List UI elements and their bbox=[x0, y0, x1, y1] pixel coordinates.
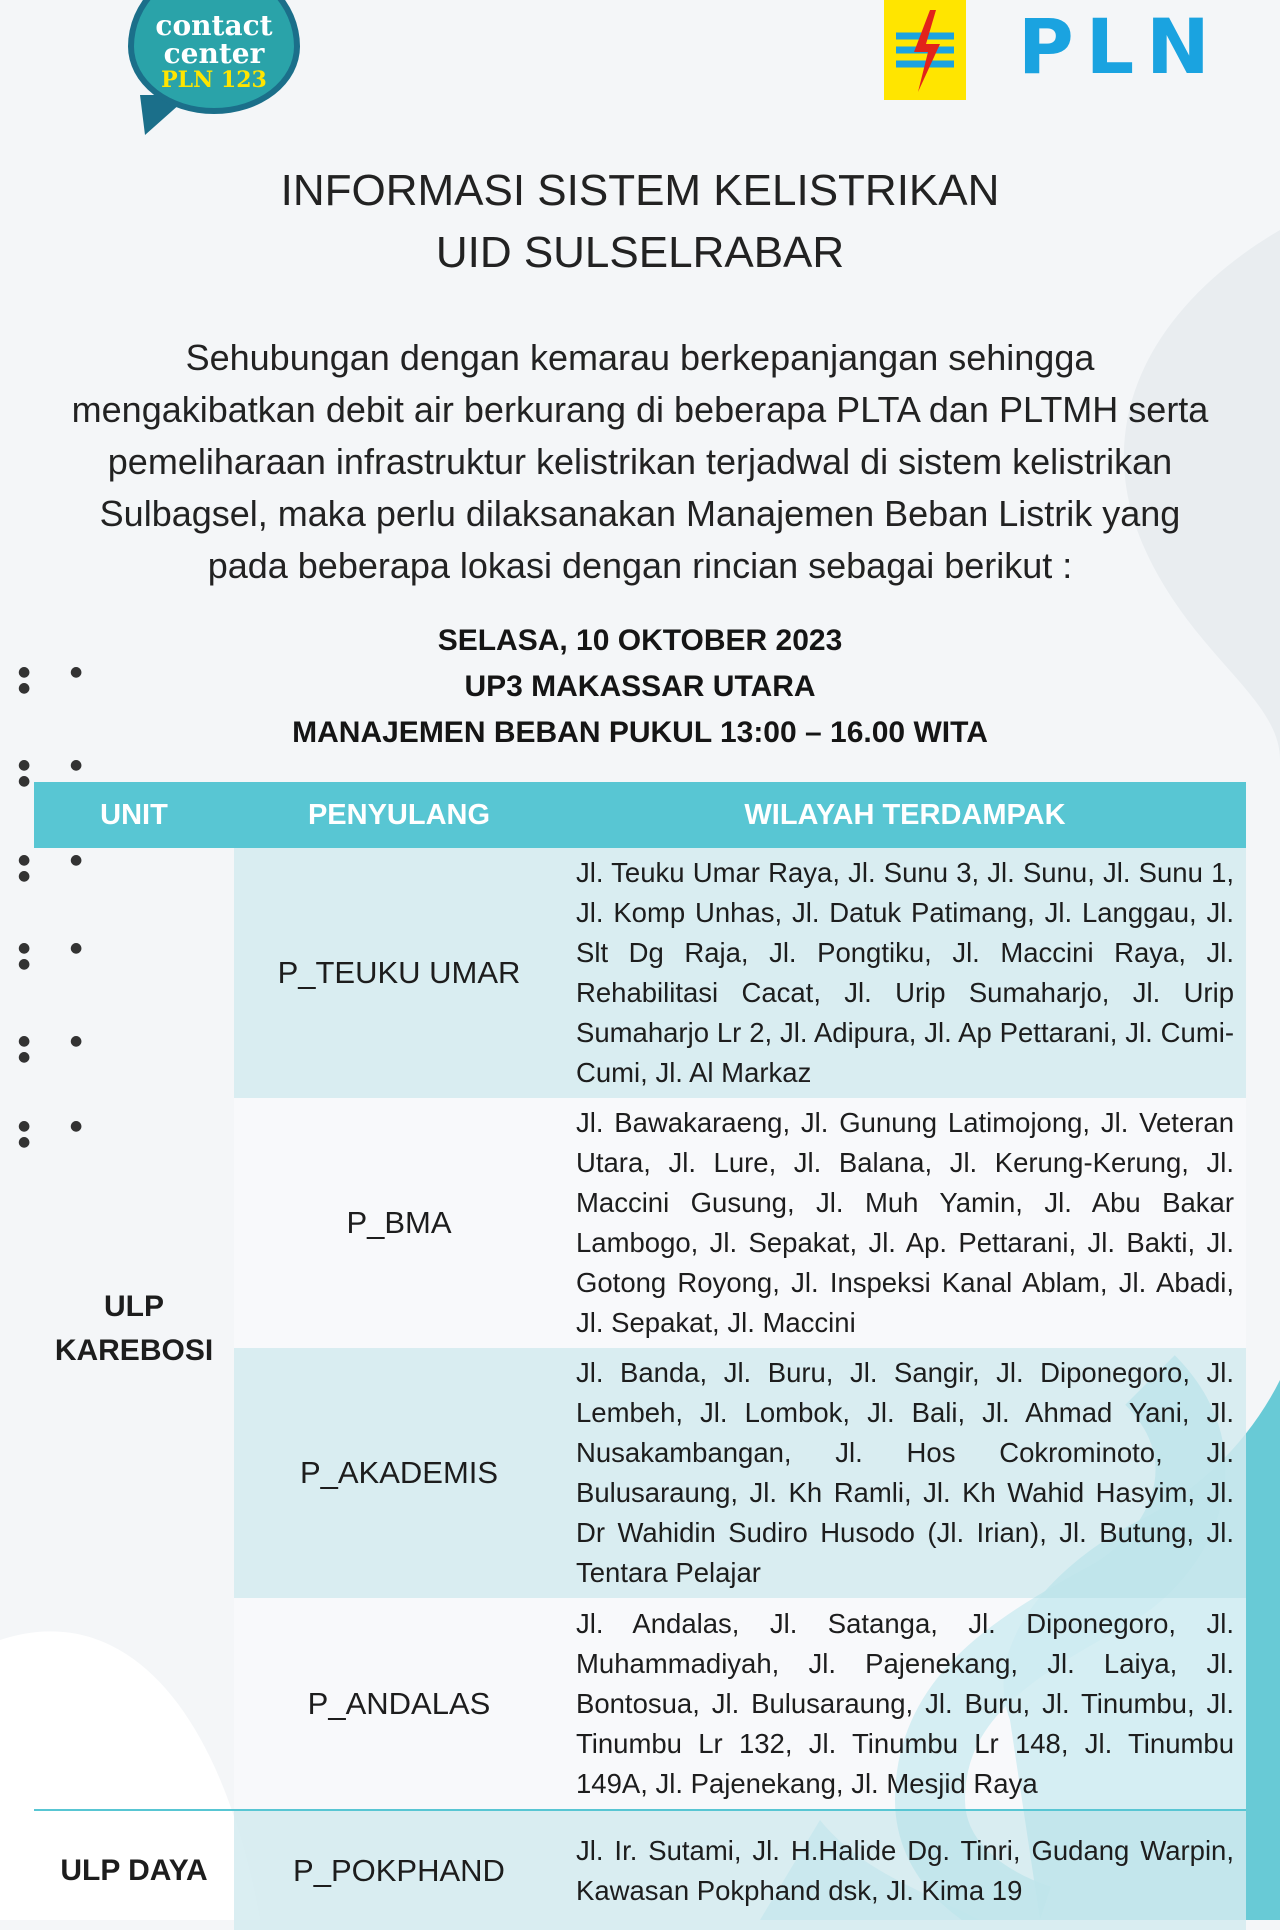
schedule-unit: UP3 MAKASSAR UTARA bbox=[464, 670, 816, 703]
contact-center-text: contact center bbox=[155, 9, 273, 70]
schedule-time: MANAJEMEN BEBAN PUKUL 13:00 – 16.00 WITA bbox=[292, 716, 988, 749]
table-header-row bbox=[34, 782, 1246, 848]
area-cell: Jl. Andalas, Jl. Satanga, Jl. Diponegoro, Jl. Muhammadiyah, Jl. Pajenekang, Jl. Laiya, Jl. Bontosua, Jl. Bulusaraung, Jl. Buru, Jl. Tinumbu, Jl. Tinumbu Lr 132, Jl. Tinumbu Lr 148, Jl. Tinumbu 149A, Jl. Pajenekang, Jl. Mesjid Raya bbox=[564, 1598, 1246, 1810]
decorative-dots: ● ●● bbox=[18, 664, 83, 696]
table-row bbox=[34, 1810, 1246, 1930]
contact-center-number: PLN 123 bbox=[161, 67, 267, 93]
table-row bbox=[34, 848, 1246, 1098]
decorative-dots: ● ●● bbox=[18, 757, 83, 789]
header-affected-area: WILAYAH TERDAMPAK bbox=[564, 782, 1246, 848]
feeder-cell: P_POKPHAND bbox=[234, 1810, 564, 1930]
title-line-2: UID SULSELRABAR bbox=[435, 228, 845, 277]
schedule-date: SELASA, 10 OKTOBER 2023 bbox=[437, 624, 843, 657]
feeder-cell: P_TEUKU UMAR bbox=[234, 848, 564, 1098]
decorative-dots: ● ●● bbox=[18, 852, 83, 884]
feeder-cell: P_AKADEMIS bbox=[234, 1348, 564, 1598]
page-title bbox=[0, 160, 1280, 284]
intro-paragraph: Sehubungan dengan kemarau berkepanjangan sehingga mengakibatkan debit air berkurang di beberapa PLTA dan PLTMH serta pemeliharaan infrastruktur kelistrikan terjadwal di sistem kelistrikan Sulbagsel, maka perlu dilaksanakan Manajemen Beban Listrik yang pada beberapa lokasi dengan rincian sebagai berikut : bbox=[71, 337, 1209, 586]
decorative-dots: ● ●● bbox=[18, 1033, 83, 1065]
feeder-cell: P_ANDALAS bbox=[234, 1598, 564, 1810]
header-unit: UNIT bbox=[34, 782, 234, 848]
schedule-block bbox=[0, 618, 1280, 756]
area-cell: Jl. Banda, Jl. Buru, Jl. Sangir, Jl. Diponegoro, Jl. Lembeh, Jl. Lombok, Jl. Bali, Jl. Ahmad Yani, Jl. Nusakambangan, Jl. Hos Cokrominoto, Jl. Bulusaraung, Jl. Kh Ramli, Jl. Kh Wahid Hasyim, Jl. Dr Wahidin Sudiro Husodo (Jl. Irian), Jl. Butung, Jl. Tentara Pelajar bbox=[564, 1348, 1246, 1598]
area-cell: Jl. Ir. Sutami, Jl. H.Halide Dg. Tinri, Gudang Warpin, Kawasan Pokphand dsk, Jl. Kima 19 bbox=[564, 1810, 1246, 1930]
pln-logo-icon bbox=[884, 0, 966, 100]
area-cell: Jl. Bawakaraeng, Jl. Gunung Latimojong, Jl. Veteran Utara, Jl. Lure, Jl. Balana, Jl. Kerung-Kerung, Jl. Maccini Gusung, Jl. Muh Yamin, Jl. Abu Bakar Lambogo, Jl. Sepakat, Jl. Ap. Pettarani, Jl. Bakti, Jl. Gotong Royong, Jl. Inspeksi Kanal Ablam, Jl. Abadi, Jl. Sepakat, Jl. Maccini bbox=[564, 1098, 1246, 1348]
pln-logo-text: PLN bbox=[1018, 2, 1222, 91]
unit-cell-karebosi: ULP KAREBOSI bbox=[54, 1289, 214, 1367]
area-cell: Jl. Teuku Umar Raya, Jl. Sunu 3, Jl. Sunu, Jl. Sunu 1, Jl. Komp Unhas, Jl. Datuk Patimang, Jl. Langgau, Jl. Slt Dg Raja, Jl. Pongtiku, Jl. Maccini Raya, Jl. Rehabilitasi Cacat, Jl. Urip Sumaharjo, Jl. Urip Sumaharjo Lr 2, Jl. Adipura, Jl. Ap Pettarani, Jl. Cumi-Cumi, Jl. Al Markaz bbox=[564, 848, 1246, 1098]
decorative-dots: ● ●● bbox=[18, 940, 83, 972]
decorative-dots: ● ●● bbox=[18, 1118, 83, 1150]
header-feeder: PENYULANG bbox=[234, 782, 564, 848]
affected-areas-table bbox=[34, 782, 1246, 1930]
title-line-1: INFORMASI SISTEM KELISTRIKAN bbox=[280, 166, 1000, 215]
unit-cell-daya: ULP DAYA bbox=[34, 1810, 234, 1930]
feeder-cell: P_BMA bbox=[234, 1098, 564, 1348]
